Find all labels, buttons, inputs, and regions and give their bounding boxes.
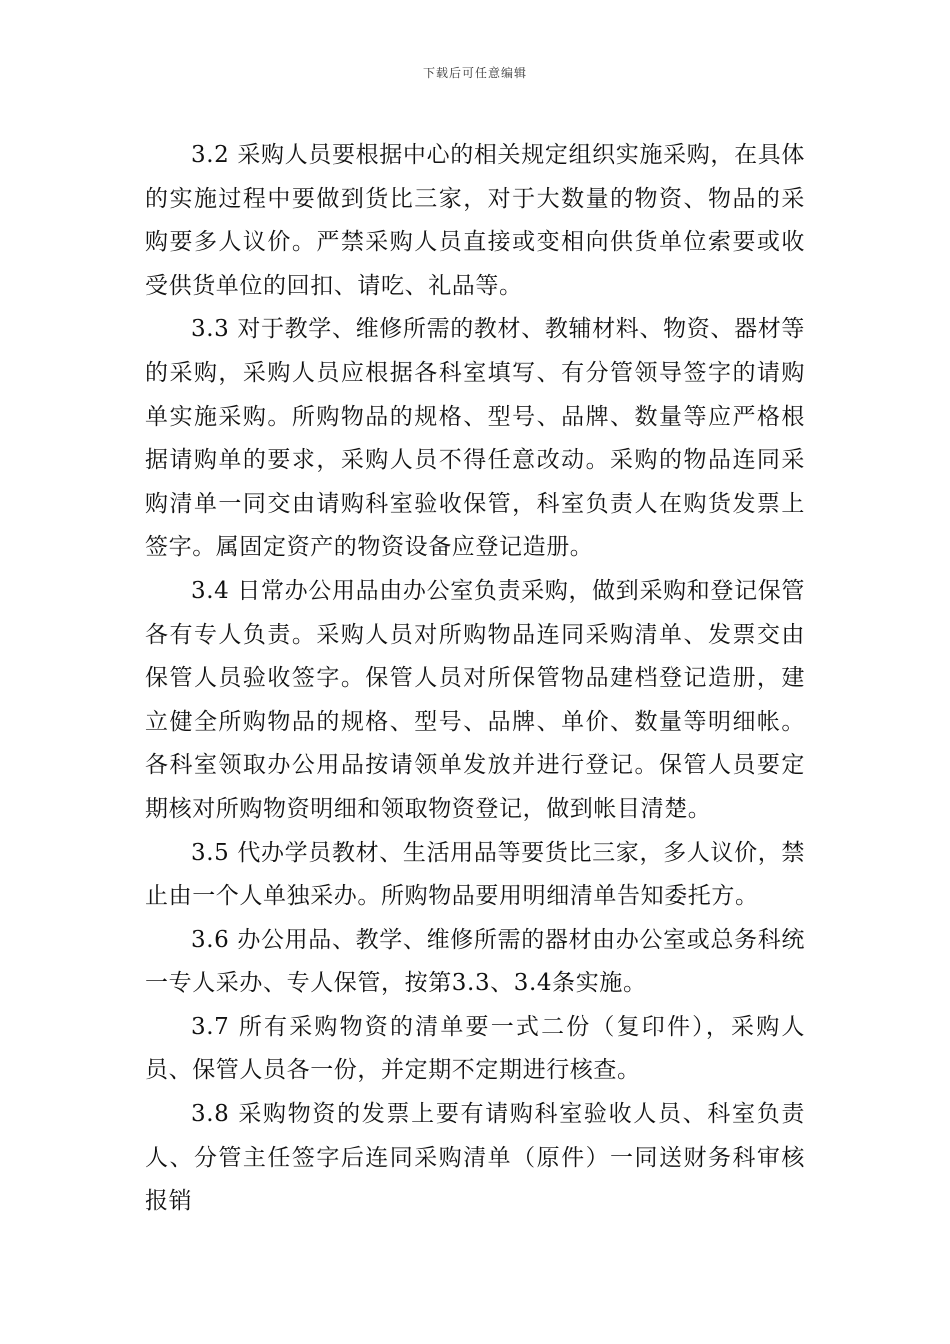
paragraph-3-8: 3.8 采购物资的发票上要有请购科室验收人员、科室负责人、分管主任签字后连同采购清单（原件）一同送财务科审核报销 — [145, 1101, 805, 1215]
paragraph-3-2: 3.2 采购人员要根据中心的相关规定组织实施采购，在具体的实施过程中要做到货比三家，对于大数量的物资、物品的采购要多人议价。严禁采购人员直接或变相向供货单位索要或收受供货单位的回扣、请吃、礼品等。 — [145, 142, 805, 299]
paragraph-3-5: 3.5 代办学员教材、生活用品等要货比三家，多人议价，禁止由一个人单独采办。所购物品要用明细清单告知委托方。 — [145, 839, 805, 910]
header-note: 下载后可任意编辑 — [422, 66, 527, 80]
paragraph-3-3: 3.3 对于教学、维修所需的教材、教辅材料、物资、器材等的采购，采购人员应根据各科室填写、有分管领导签字的请购单实施采购。所购物品的规格、型号、品牌、数量等应严格根据请购单的要求，采购人员不得任意改动。采购的物品连同采购清单一同交由请购科室验收保管，科室负责人在购货发票上签字。属固定资产的物资设备应登记造册。 — [145, 316, 805, 561]
document-body — [145, 134, 805, 1224]
paragraph-3-4: 3.4 日常办公用品由办公室负责采购，做到采购和登记保管各有专人负责。采购人员对所购物品连同采购清单、发票交由保管人员验收签字。保管人员对所保管物品建档登记造册，建立健全所购物品的规格、型号、品牌、单价、数量等明细帐。各科室领取办公用品按请领单发放并进行登记。保管人员要定期核对所购物资明细和领取物资登记，做到帐目清楚。 — [145, 577, 805, 822]
paragraph-3-6: 3.6 办公用品、教学、维修所需的器材由办公室或总务科统一专人采办、专人保管，按第3.3、3.4条实施。 — [145, 926, 805, 997]
paragraph-3-7: 3.7 所有采购物资的清单要一式二份（复印件），采购人员、保管人员各一份，并定期不定期进行核查。 — [145, 1013, 805, 1084]
